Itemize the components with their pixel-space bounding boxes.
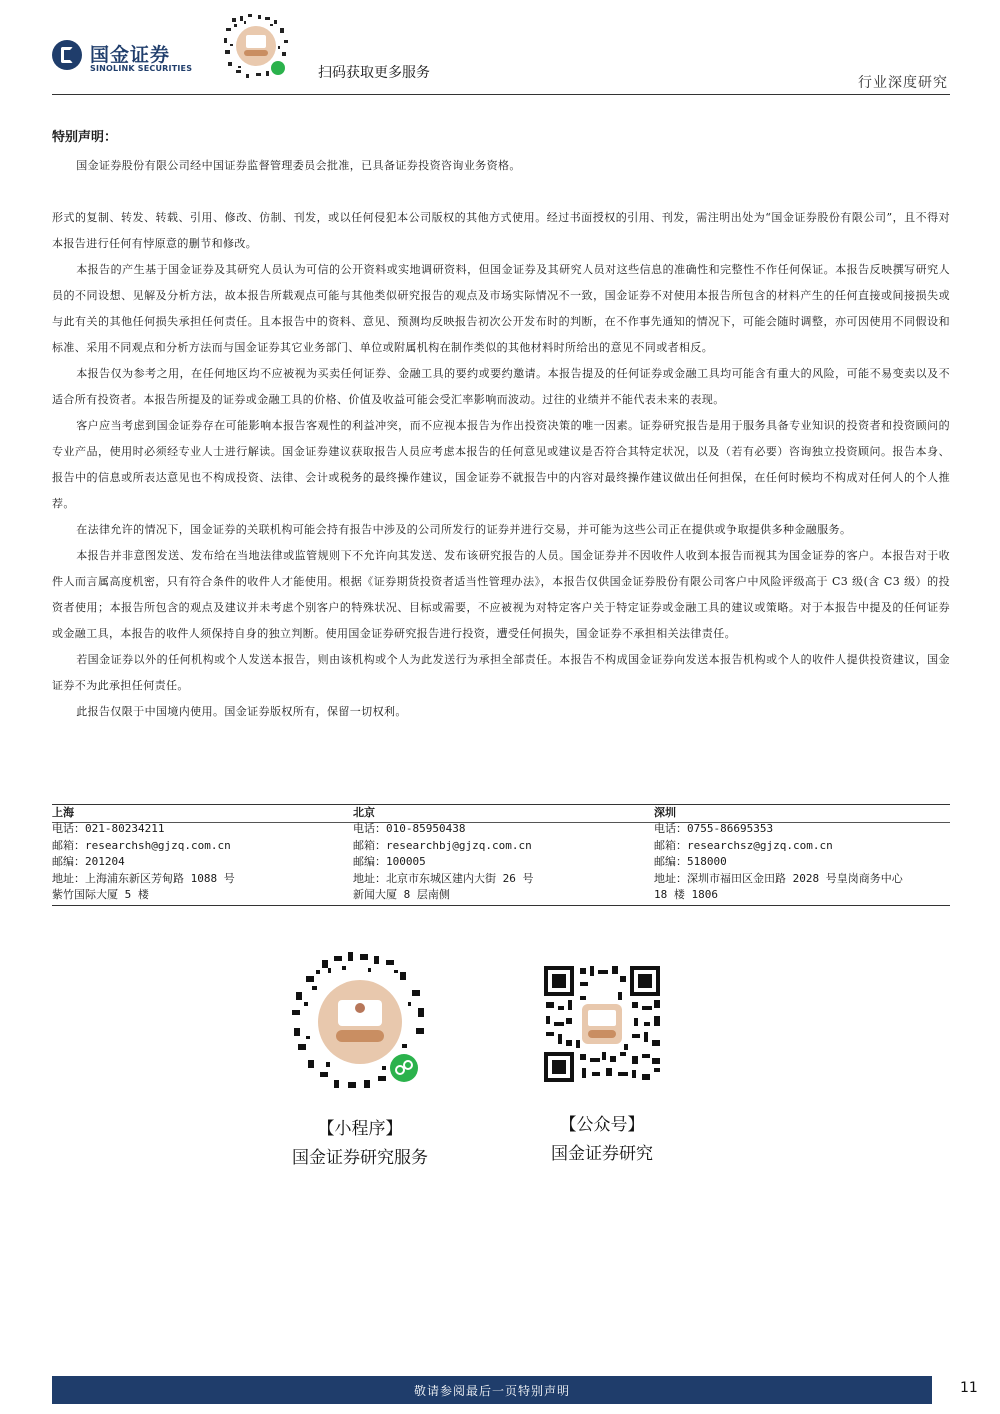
email-link[interactable]: 邮箱：researchsz@gjzq.com.cn bbox=[654, 838, 833, 852]
mini-program-qr-block bbox=[282, 944, 438, 1168]
address-line-2: 紫竹国际大厦 5 楼 bbox=[52, 888, 149, 901]
logo-mark-icon bbox=[52, 40, 82, 70]
phone: 电话：010-85950438 bbox=[353, 822, 466, 835]
disclaimer-paragraph: 在法律允许的情况下，国金证券的关联机构可能会持有报告中涉及的公司所发行的证券并进行交易，并可能为这些公司正在提供或争取提供多种金融服务。 bbox=[76, 523, 852, 536]
scan-for-services-text: 扫码获取更多服务 bbox=[318, 65, 430, 81]
address-line-1: 地址：深圳市福田区金田路 2028 号皇岗商务中心 bbox=[654, 871, 903, 885]
city-name: 深圳 bbox=[654, 806, 676, 819]
paragraph-gap bbox=[52, 179, 950, 205]
disclaimer-title: 特别声明： bbox=[52, 130, 118, 145]
page-header bbox=[0, 0, 1000, 96]
contact-beijing bbox=[353, 805, 643, 904]
official-account-qr-block bbox=[522, 962, 682, 1164]
postcode: 邮编：518000 bbox=[654, 855, 727, 868]
report-type-label: 行业深度研究 bbox=[858, 75, 948, 91]
phone: 电话：021-80234211 bbox=[52, 822, 165, 835]
address-line-1: 地址：北京市东城区建内大街 26 号 bbox=[353, 871, 534, 885]
city-name: 上海 bbox=[52, 806, 74, 819]
wechat-official-qr-icon[interactable] bbox=[540, 962, 664, 1086]
footer-bar bbox=[52, 1376, 932, 1404]
disclaimer-paragraph: 形式的复制、转发、转载、引用、修改、仿制、刊发，或以任何侵犯本公司版权的其他方式使用。经过书面授权的引用、刊发，需注明出处为“国金证券股份有限公司”，且不得对本报告进行任何有悖原意的删节和修改。 bbox=[52, 211, 950, 250]
qr-label-type: 【公众号】 bbox=[559, 1115, 645, 1135]
disclaimer-intro: 国金证券股份有限公司经中国证券监督管理委员会批准，已具备证券投资咨询业务资格。 bbox=[76, 159, 521, 172]
disclaimer-section bbox=[52, 126, 950, 725]
company-logo bbox=[52, 40, 192, 74]
qr-label-name: 国金证券研究服务 bbox=[292, 1148, 428, 1168]
email-link[interactable]: 邮箱：researchsh@gjzq.com.cn bbox=[52, 838, 231, 852]
qr-label-name: 国金证券研究 bbox=[551, 1144, 653, 1164]
postcode: 邮编：201204 bbox=[52, 855, 125, 868]
email-link[interactable]: 邮箱：researchbj@gjzq.com.cn bbox=[353, 838, 532, 852]
header-divider bbox=[52, 94, 950, 95]
disclaimer-paragraph: 本报告的产生基于国金证券及其研究人员认为可信的公开资料或实地调研资料，但国金证券及其研究人员对这些信息的准确性和完整性不作任何保证。本报告反映撰写研究人员的不同设想、见解及分析方法，故本报告所载观点可能与其他类似研究报告的观点及市场实际情况不一致，国金证券不对使用本报告所包含的材料产生的任何直接或间接损失或与此有关的其他任何损失承担任何责任。且本报告中的资料、意见、预测均反映报告初次公开发布时的判断，在不作事先通知的情况下，可能会随时调整，亦可因使用不同假设和标准、采用不同观点和分析方法而与国金证券其它业务部门、单位或附属机构在制作类似的其他材料时所给出的意见不同或者相反。 bbox=[52, 263, 950, 354]
page-number: 11 bbox=[960, 1380, 978, 1396]
office-contacts bbox=[52, 804, 950, 906]
disclaimer-paragraph: 若国金证券以外的任何机构或个人发送本报告，则由该机构或个人为此发送行为承担全部责任。本报告不构成国金证券向发送本报告机构或个人的收件人提供投资建议，国金证券不为此承担任何责任。 bbox=[52, 653, 950, 692]
address-line-2: 18 楼 1806 bbox=[654, 888, 718, 901]
mini-program-qr-icon[interactable] bbox=[282, 944, 438, 1100]
disclaimer-paragraph: 本报告仅为参考之用，在任何地区均不应被视为买卖任何证券、金融工具的要约或要约邀请。本报告提及的任何证券或金融工具均可能含有重大的风险，可能不易变卖以及不适合所有投资者。本报告所提及的证券或金融工具的价格、价值及收益可能会受汇率影响而波动。过往的业绩并不能代表未来的表现。 bbox=[52, 367, 950, 406]
contact-shanghai bbox=[52, 805, 342, 904]
footer-notice: 敬请参阅最后一页特别声明 bbox=[413, 1384, 570, 1398]
header-qr-code-icon[interactable] bbox=[218, 8, 294, 84]
address-line-2: 新闻大厦 8 层南侧 bbox=[353, 888, 450, 901]
disclaimer-paragraph: 此报告仅限于中国境内使用。国金证券版权所有，保留一切权利。 bbox=[76, 705, 407, 718]
phone: 电话：0755-86695353 bbox=[654, 822, 774, 835]
disclaimer-paragraph: 本报告并非意图发送、发布给在当地法律或监管规则下不允许向其发送、发布该研究报告的人员。国金证券并不因收件人收到本报告而视其为国金证券的客户。本报告对于收件人而言属高度机密，只有符合条件的收件人才能使用。根据《证券期货投资者适当性管理办法》，本报告仅供国金证券股份有限公司客户中风险评级高于 C3 级(含 C3 级）的投资者使用；本报告所包含的观点及建议并未考虑个别客户的特殊状况、目标或需要，不应被视为对特定客户关于特定证券或金融工具的建议或策略。对于本报告中提及的任何证券或金融工具，本报告的收件人须保持自身的独立判断。使用国金证券研究报告进行投资，遭受任何损失，国金证券不承担相关法律责任。 bbox=[52, 549, 950, 640]
contact-shenzhen bbox=[654, 805, 944, 904]
city-name: 北京 bbox=[353, 806, 375, 819]
qr-label-type: 【小程序】 bbox=[317, 1119, 403, 1139]
postcode: 邮编：100005 bbox=[353, 855, 426, 868]
logo-text-en: SINOLINK SECURITIES bbox=[90, 64, 193, 73]
disclaimer-paragraph: 客户应当考虑到国金证券存在可能影响本报告客观性的利益冲突，而不应视本报告为作出投资决策的唯一因素。证券研究报告是用于服务具备专业知识的投资者和投资顾问的专业产品，使用时必须经专业人士进行解读。国金证券建议获取报告人员应考虑本报告的任何意见或建议是否符合其特定状况，以及（若有必要）咨询独立投资顾问。报告本身、报告中的信息或所表达意见也不构成投资、法律、会计或税务的最终操作建议，国金证券不就报告中的内容对最终操作建议做出任何担保，在任何时候均不构成对任何人的个人推荐。 bbox=[52, 419, 950, 510]
logo-text-cn: 国金证券 bbox=[90, 44, 171, 66]
address-line-1: 地址：上海浦东新区芳甸路 1088 号 bbox=[52, 871, 235, 885]
